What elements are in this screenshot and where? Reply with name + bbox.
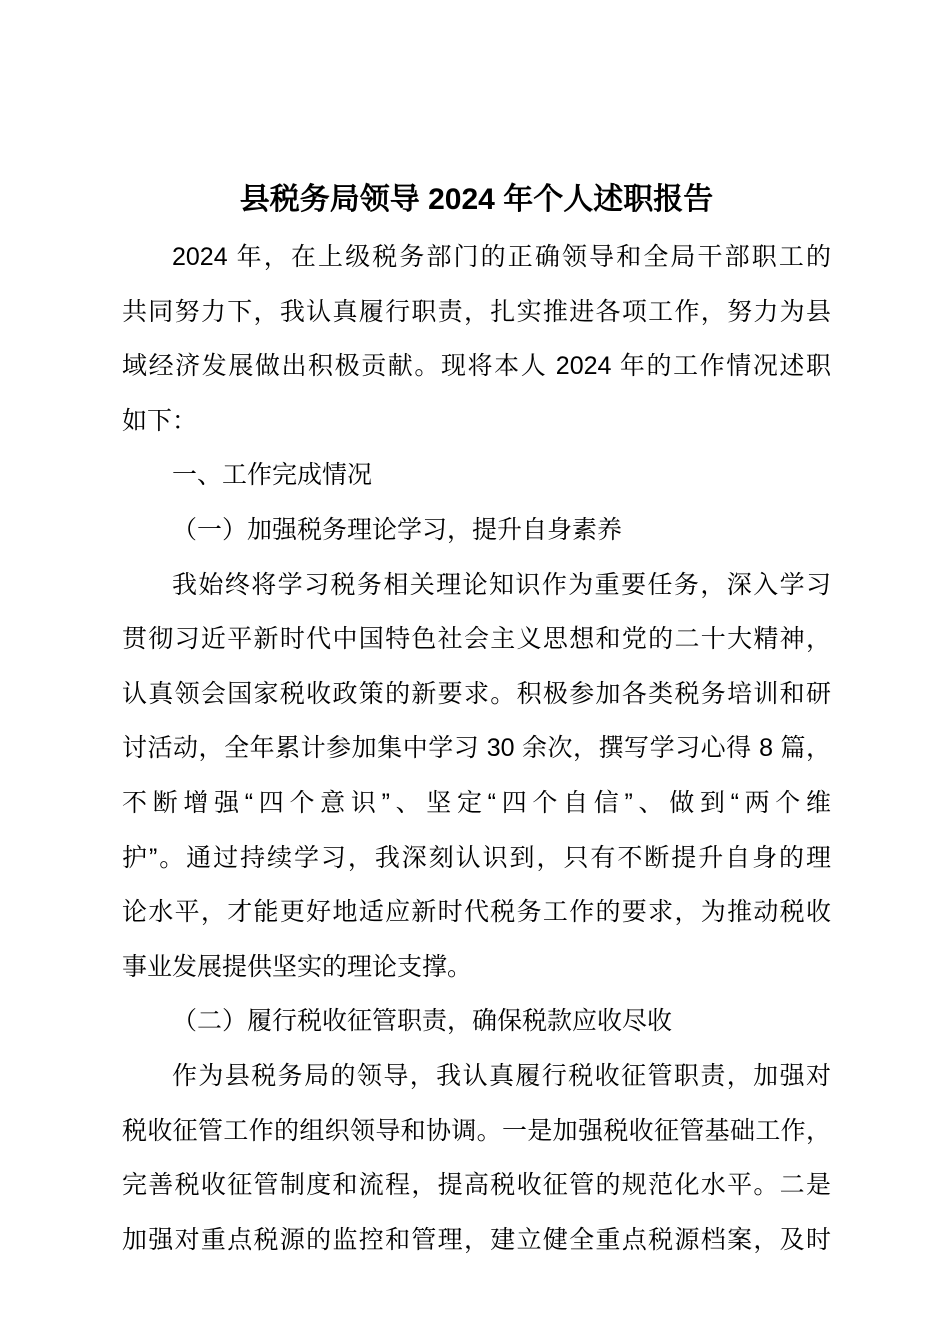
text-line: 认真领会国家税收政策的新要求。积极参加各类税务培训和研	[122, 679, 831, 708]
text-line: （二）履行税收征管职责，确保税款应收尽收	[172, 1007, 673, 1036]
text-line: 2024 年，在上级税务部门的正确领导和全局干部职工的	[172, 243, 831, 271]
body-paragraph	[122, 230, 831, 448]
text-line: 事业发展提供坚实的理论支撑。	[122, 952, 473, 981]
text-line: 不断增强“四个意识”、坚定“四个自信”、做到“两个维	[122, 788, 831, 817]
text-line: 作为县税务局的领导，我认真履行税收征管职责，加强对	[172, 1061, 831, 1090]
text-line: 护”。通过持续学习，我深刻认识到，只有不断提升自身的理	[122, 843, 831, 872]
text-line: 论水平，才能更好地适应新时代税务工作的要求，为推动税收	[122, 898, 831, 927]
section-heading	[122, 994, 831, 1049]
text-line: 贯彻习近平新时代中国特色社会主义思想和党的二十大精神，	[122, 625, 831, 654]
section-heading	[122, 448, 831, 503]
text-line: 如下：	[122, 406, 198, 435]
text-line: 讨活动，全年累计参加集中学习 30 余次，撰写学习心得 8 篇，	[122, 734, 831, 763]
document-title: 县税务局领导 2024 年个人述职报告	[239, 183, 714, 216]
text-line: 我始终将学习税务相关理论知识作为重要任务，深入学习	[172, 570, 831, 599]
text-line: （一）加强税务理论学习，提升自身素养	[172, 515, 623, 544]
text-line: 共同努力下，我认真履行职责，扎实推进各项工作，努力为县	[122, 297, 831, 326]
body-paragraph	[122, 558, 831, 995]
text-line: 税收征管工作的组织领导和协调。一是加强税收征管基础工作，	[122, 1116, 831, 1145]
section-heading	[122, 503, 831, 558]
text-line: 一、工作完成情况	[172, 461, 373, 490]
text-line: 完善税收征管制度和流程，提高税收征管的规范化水平。二是	[122, 1171, 831, 1200]
body-paragraph	[122, 1049, 831, 1267]
text-line: 域经济发展做出积极贡献。现将本人 2024 年的工作情况述职	[122, 352, 831, 381]
text-line: 加强对重点税源的监控和管理，建立健全重点税源档案，及时	[122, 1225, 831, 1254]
document-body	[122, 230, 831, 1267]
